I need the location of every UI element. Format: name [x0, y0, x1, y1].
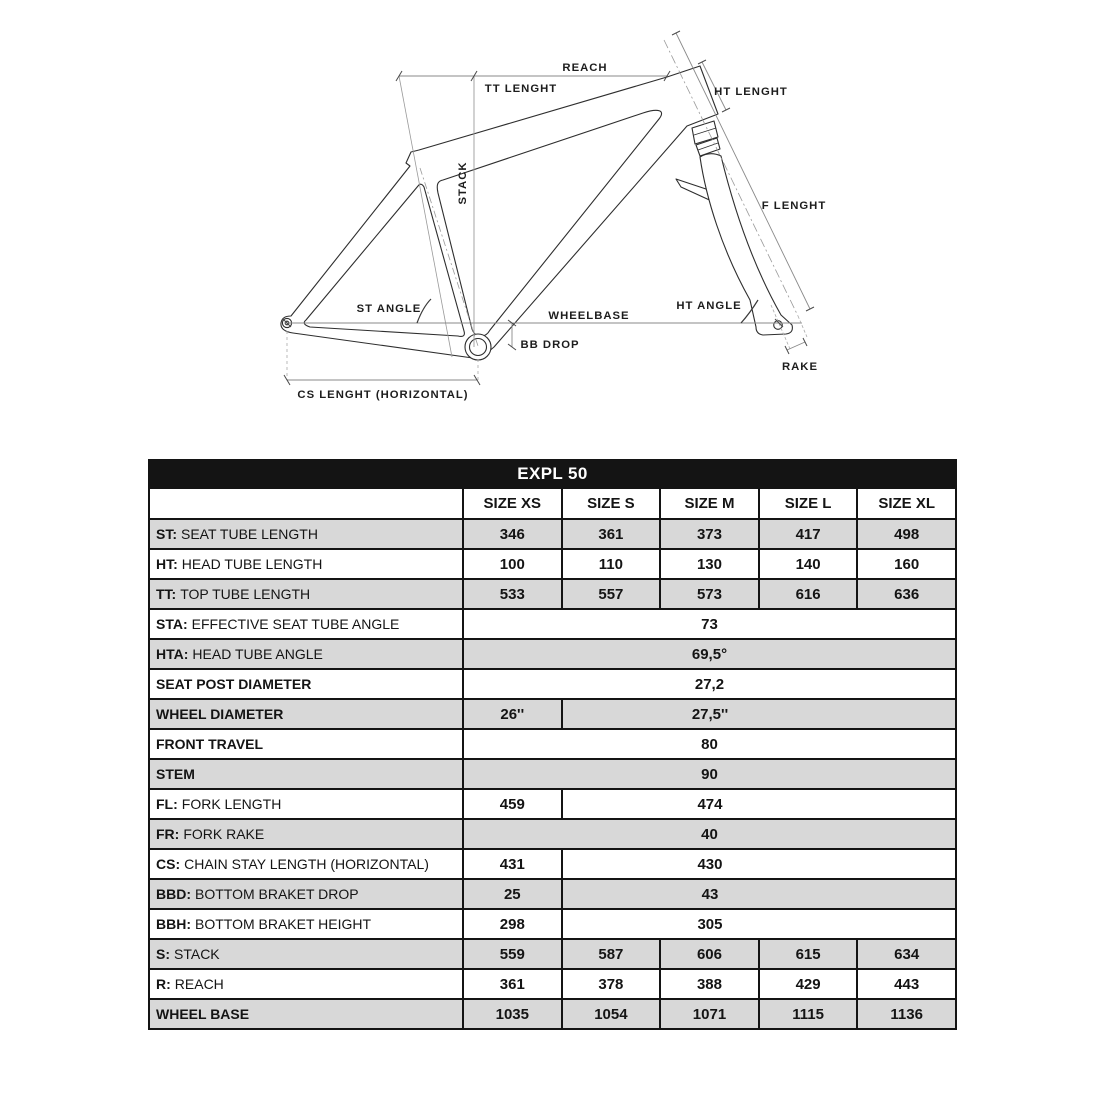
spec-value: 573	[660, 579, 759, 609]
table-row	[149, 969, 956, 999]
frame-outline	[281, 66, 718, 359]
spec-value: 298	[463, 909, 562, 939]
table-header-row	[149, 488, 956, 519]
head-tube-axis	[664, 40, 798, 316]
label-f-length: F LENGHT	[761, 200, 827, 212]
rake-dim	[787, 342, 805, 350]
column-header-size-l: SIZE L	[759, 488, 858, 519]
spec-value: 474	[562, 789, 956, 819]
spec-value: 25	[463, 879, 562, 909]
label-wheelbase: WHEELBASE	[548, 310, 630, 322]
table-row	[149, 699, 956, 729]
spec-value: 388	[660, 969, 759, 999]
spec-value: 1115	[759, 999, 858, 1029]
spec-value: 90	[463, 759, 956, 789]
spec-value: 1071	[660, 999, 759, 1029]
spec-value: 130	[660, 549, 759, 579]
spec-value: 587	[562, 939, 661, 969]
spec-label: BBH: BOTTOM BRAKET HEIGHT	[149, 909, 463, 939]
spec-value: 27,2	[463, 669, 956, 699]
table-row	[149, 609, 956, 639]
spec-label: HT: HEAD TUBE LENGTH	[149, 549, 463, 579]
spec-value: 69,5°	[463, 639, 956, 669]
spec-value: 636	[857, 579, 956, 609]
label-st-angle: ST ANGLE	[356, 303, 422, 315]
label-ht-length: HT LENGHT	[714, 86, 788, 98]
label-tt-length: TT LENGHT	[484, 83, 558, 95]
table-title-row	[149, 460, 956, 488]
column-header-size-xl: SIZE XL	[857, 488, 956, 519]
spec-value: 80	[463, 729, 956, 759]
spec-value: 1136	[857, 999, 956, 1029]
spec-value: 1054	[562, 999, 661, 1029]
spec-label: ST: SEAT TUBE LENGTH	[149, 519, 463, 549]
spec-label: WHEEL BASE	[149, 999, 463, 1029]
spec-label: SEAT POST DIAMETER	[149, 669, 463, 699]
spec-value: 26''	[463, 699, 562, 729]
label-ht-angle: HT ANGLE	[676, 300, 742, 312]
table-row	[149, 879, 956, 909]
table-row	[149, 909, 956, 939]
spec-value: 634	[857, 939, 956, 969]
spec-value: 559	[463, 939, 562, 969]
spec-value: 557	[562, 579, 661, 609]
column-header-size-xs: SIZE XS	[463, 488, 562, 519]
spec-value: 498	[857, 519, 956, 549]
spec-value: 40	[463, 819, 956, 849]
spec-label: BBD: BOTTOM BRAKET DROP	[149, 879, 463, 909]
table-row	[149, 789, 956, 819]
spec-label: CS: CHAIN STAY LENGTH (HORIZONTAL)	[149, 849, 463, 879]
spec-value: 615	[759, 939, 858, 969]
spec-value: 27,5''	[562, 699, 956, 729]
spec-value: 429	[759, 969, 858, 999]
label-cs-length: CS LENGHT (HORIZONTAL)	[297, 389, 469, 401]
spec-value: 417	[759, 519, 858, 549]
bottom-bracket-hole	[470, 339, 487, 356]
label-reach: REACH	[562, 62, 608, 74]
table-row	[149, 579, 956, 609]
spec-value: 346	[463, 519, 562, 549]
table-row	[149, 519, 956, 549]
spec-label: WHEEL DIAMETER	[149, 699, 463, 729]
spec-label: S: STACK	[149, 939, 463, 969]
table-row	[149, 849, 956, 879]
spec-label: R: REACH	[149, 969, 463, 999]
spec-value: 616	[759, 579, 858, 609]
table-row	[149, 759, 956, 789]
spec-value: 373	[660, 519, 759, 549]
spec-value: 533	[463, 579, 562, 609]
column-header-size-s: SIZE S	[562, 488, 661, 519]
spec-value: 110	[562, 549, 661, 579]
column-header-size-m: SIZE M	[660, 488, 759, 519]
table-row	[149, 729, 956, 759]
spec-value: 606	[660, 939, 759, 969]
spec-label: STA: EFFECTIVE SEAT TUBE ANGLE	[149, 609, 463, 639]
spec-value: 160	[857, 549, 956, 579]
spec-label: FL: FORK LENGTH	[149, 789, 463, 819]
spec-value: 73	[463, 609, 956, 639]
spec-label: HTA: HEAD TUBE ANGLE	[149, 639, 463, 669]
table-row	[149, 669, 956, 699]
spec-label: TT: TOP TUBE LENGTH	[149, 579, 463, 609]
spec-value: 361	[463, 969, 562, 999]
table-row	[149, 939, 956, 969]
spec-label: STEM	[149, 759, 463, 789]
spec-value: 459	[463, 789, 562, 819]
label-stack: STACK	[457, 161, 469, 205]
spec-value: 431	[463, 849, 562, 879]
table-row	[149, 999, 956, 1029]
spec-value: 140	[759, 549, 858, 579]
table-row	[149, 639, 956, 669]
table-row	[149, 819, 956, 849]
spec-value: 1035	[463, 999, 562, 1029]
spec-value: 378	[562, 969, 661, 999]
spec-value: 43	[562, 879, 956, 909]
spec-label: FRONT TRAVEL	[149, 729, 463, 759]
frame-drawing	[281, 66, 792, 360]
label-rake: RAKE	[781, 361, 819, 373]
spec-value: 443	[857, 969, 956, 999]
table-title: EXPL 50	[149, 460, 956, 488]
spec-table	[148, 459, 957, 1030]
table-row	[149, 549, 956, 579]
spec-value: 100	[463, 549, 562, 579]
corner-cell	[149, 488, 463, 519]
label-bb-drop: BB DROP	[520, 339, 580, 351]
spec-value: 430	[562, 849, 956, 879]
spec-label: FR: FORK RAKE	[149, 819, 463, 849]
spec-value: 361	[562, 519, 661, 549]
spec-value: 305	[562, 909, 956, 939]
bike-geometry-diagram	[0, 0, 1100, 455]
